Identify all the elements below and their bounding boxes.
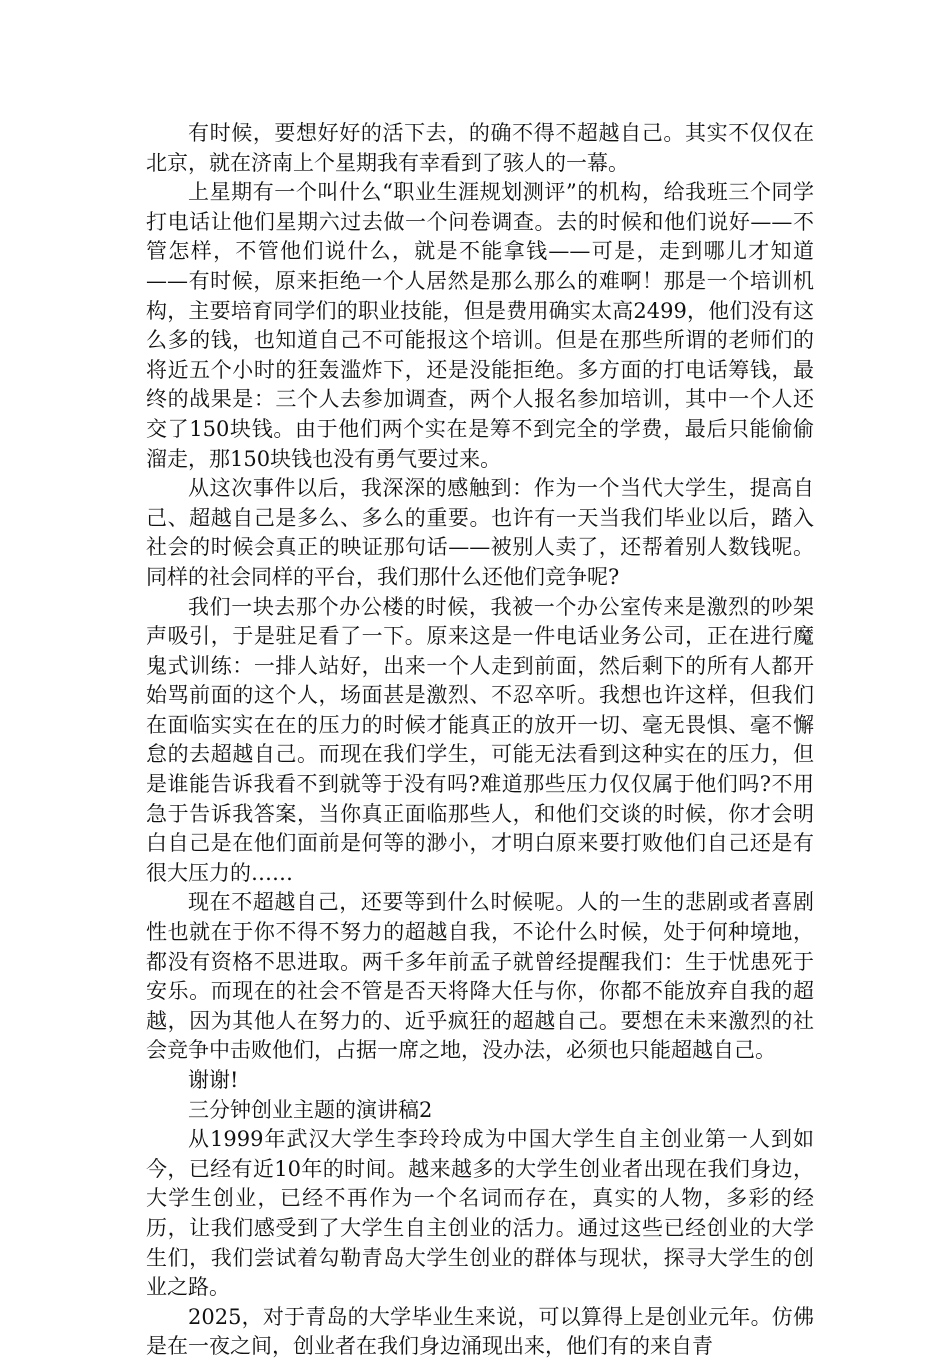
paragraph-qingdao-2025: 2025，对于青岛的大学毕业生来说，可以算得上是创业元年。仿佛是在一夜之间，创业者在我们身边涌现出来，他们有的来自青	[146, 1304, 814, 1359]
paragraph-entrepreneurship-intro: 从1999年武汉大学生李玲玲成为中国大学生自主创业第一人到如今，已经有近10年的时间。越来越多的大学生创业者出现在我们身边，大学生创业，已经不再作为一个名词而存在，真实的人物，多彩的经历，让我们感受到了大学生自主创业的活力。通过这些已经创业的大学生们，我们尝试着勾勒青岛大学生创业的群体与现状，探寻大学生的创业之路。	[146, 1127, 814, 1300]
paragraph-office-training: 我们一块去那个办公楼的时候，我被一个办公室传来是激烈的吵架声吸引，于是驻足看了一下。原来这是一件电话业务公司，正在进行魔鬼式训练：一排人站好，出来一个人走到前面，然后剩下的所有人都开始骂前面的这个人，场面甚是激烈、不忍卒听。我想也许这样，但我们在面临实实在在的压力的时候才能真正的放开一切、毫无畏惧、毫不懈怠的去超越自己。而现在我们学生，可能无法看到这种实在的压力，但是谁能告诉我看不到就等于没有吗?难道那些压力仅仅属于他们吗?不用急于告诉我答案，当你真正面临那些人，和他们交谈的时候，你才会明白自己是在他们面前是何等的渺小，才明白原来要打败他们自己还是有很大压力的……	[146, 594, 814, 885]
paragraph-reflection: 从这次事件以后，我深深的感触到：作为一个当代大学生，提高自己、超越自己是多么、多么的重要。也许有一天当我们毕业以后，踏入社会的时候会真正的映证那句话——被别人卖了，还帮着别人数钱呢。同样的社会同样的平台，我们那什么还他们竞争呢?	[146, 476, 814, 589]
paragraph-conclusion: 现在不超越自己，还要等到什么时候呢。人的一生的悲剧或者喜剧性也就在于你不得不努力的超越自我，不论什么时候，处于何种境地，都没有资格不思进取。两千多年前孟子就曾经提醒我们：生于忧患死于安乐。而现在的社会不管是否天将降大任与你，你都不能放弃自我的超越，因为其他人在努力的、近乎疯狂的超越自己。要想在未来激烈的社会竞争中击败他们，占据一席之地，没办法，必须也只能超越自己。	[146, 890, 814, 1063]
section-heading: 三分钟创业主题的演讲稿2	[188, 1097, 433, 1122]
paragraph-intro: 有时候，要想好好的活下去，的确不得不超越自己。其实不仅仅在北京，就在济南上个星期我有幸看到了骇人的一幕。	[146, 121, 814, 175]
paragraph-thanks: 谢谢!	[188, 1068, 239, 1092]
document-body	[146, 119, 814, 1362]
paragraph-career-agency-story: 上星期有一个叫什么“职业生涯规划测评”的机构，给我班三个同学打电话让他们星期六过去做一个问卷调查。去的时候和他们说好——不管怎样，不管他们说什么，就是不能拿钱——可是，走到哪儿才知道——有时候，原来拒绝一个人居然是那么那么的难啊！那是一个培训机构，主要培育同学们的职业技能，但是费用确实太高2499，他们没有这么多的钱，也知道自己不可能报这个培训。但是在那些所谓的老师们的将近五个小时的狂轰滥炸下，还是没能拒绝。多方面的打电话筹钱，最终的战果是：三个人去参加调查，两个人报名参加培训，其中一个人还交了150块钱。由于他们两个实在是筹不到完全的学费，最后只能偷偷溜走，那150块钱也没有勇气要过来。	[146, 180, 814, 471]
